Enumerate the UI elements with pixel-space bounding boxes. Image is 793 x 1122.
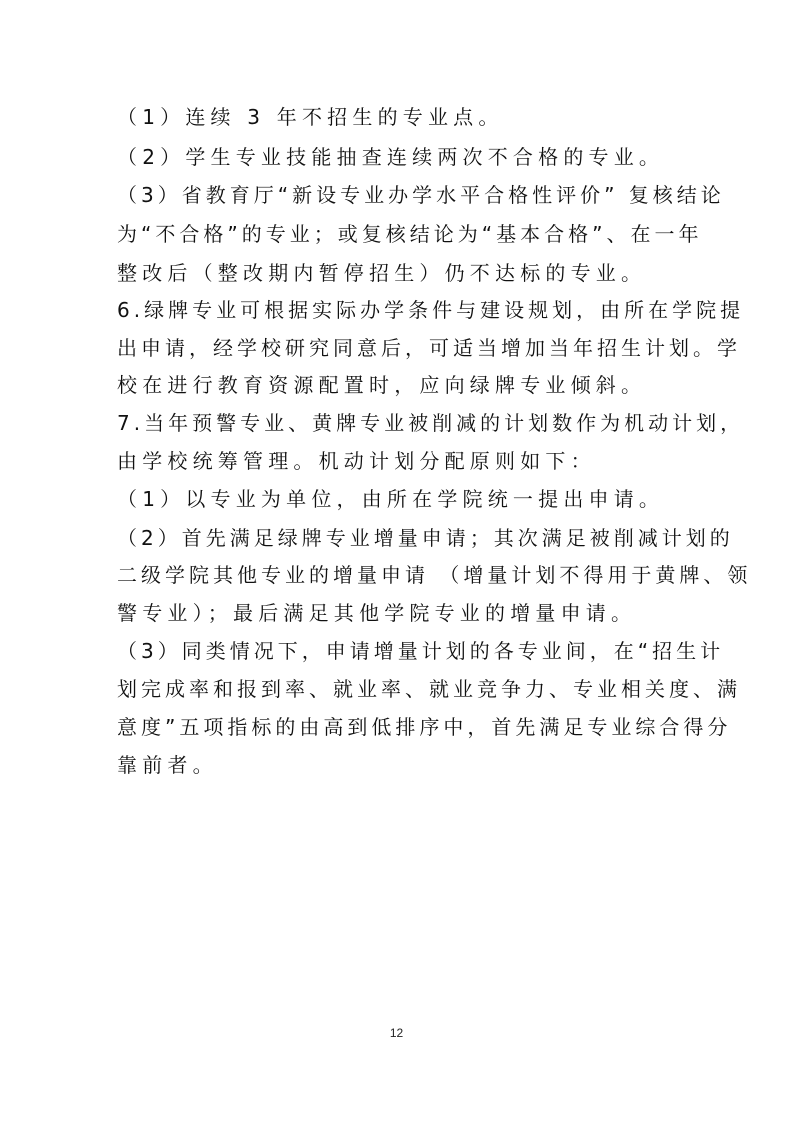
text-line-11: （1）以专业为单位，由所在学院统一提出申请。 bbox=[117, 487, 665, 511]
text-line-4: 为“不合格”的专业；或复核结论为“基本合格”、在一年 bbox=[117, 222, 703, 246]
text-line-16: 划完成率和报到率、就业率、就业竞争力、专业相关度、满 bbox=[117, 677, 741, 701]
text-line-15: （3）同类情况下，申请增量计划的各专业间，在“招生计 bbox=[117, 639, 725, 663]
text-line-8: 校在进行教育资源配置时，应向绿牌专业倾斜。 bbox=[117, 373, 647, 397]
text-line-9: 7.当年预警专业、黄牌专业被削减的计划数作为机动计划， bbox=[117, 411, 745, 435]
text-line-17: 意度”五项指标的由高到低排序中，首先满足专业综合得分 bbox=[117, 715, 732, 739]
text-line-5: 整改后（整改期内暂停招生）仍不达标的专业。 bbox=[117, 261, 647, 285]
text-line-2: （2）学生专业技能抽查连续两次不合格的专业。 bbox=[117, 145, 665, 169]
text-line-12: （2）首先满足绿牌专业增量申请；其次满足被削减计划的 bbox=[117, 526, 734, 550]
text-line-10: 由学校统筹管理。机动计划分配原则如下： bbox=[117, 449, 596, 473]
page-number: 12 bbox=[389, 1026, 404, 1040]
text-line-6: 6.绿牌专业可根据实际办学条件与建设规划，由所在学院提 bbox=[117, 298, 745, 322]
text-line-14: 警专业）；最后满足其他学院专业的增量申请。 bbox=[117, 601, 637, 625]
text-line-18: 靠前者。 bbox=[117, 753, 218, 777]
text-line-13: 二级学院其他专业的增量申请 （增量计划不得用于黄牌、领 bbox=[117, 563, 752, 587]
text-line-3: （3）省教育厅“新设专业办学水平合格性评价” 复核结论 bbox=[117, 183, 725, 207]
text-line-7: 出申请，经学校研究同意后，可适当增加当年招生计划。学 bbox=[117, 336, 741, 360]
text-line-1: （1）连续 3 年不招生的专业点。 bbox=[117, 105, 504, 129]
